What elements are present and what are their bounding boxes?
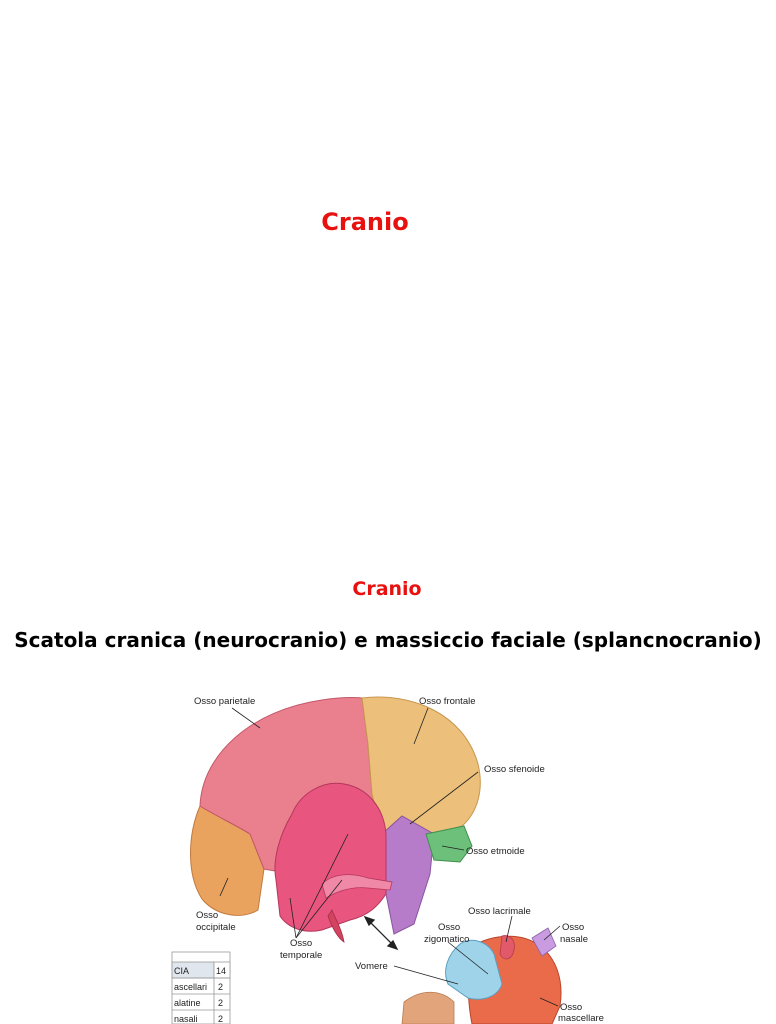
label-zygomatic-2: zigomatico: [424, 934, 470, 945]
label-maxillary-2: mascellare: [558, 1013, 604, 1024]
bone-count-table: [172, 952, 230, 1024]
label-frontal: Osso frontale: [419, 696, 476, 707]
section-subtitle: Scatola cranica (neurocranio) e massiccio faciale (splancnocranio): [14, 628, 762, 652]
table-row-3-count: 2: [218, 1014, 224, 1024]
label-occipital-2: occipitale: [196, 922, 236, 933]
label-ethmoid: Osso etmoide: [466, 846, 525, 857]
skull-diagram: [172, 684, 604, 1024]
label-occipital-1: Osso: [196, 910, 219, 921]
label-temporal-2: temporale: [280, 950, 323, 961]
table-row-2-name: alatine: [174, 998, 201, 1008]
table-row-1-count: 2: [218, 982, 224, 992]
label-temporal-1: Osso: [290, 938, 313, 949]
label-nasal-2: nasale: [560, 934, 588, 945]
label-vomer: Vomere: [355, 961, 388, 972]
label-sphenoid: Osso sfenoide: [484, 764, 545, 775]
label-lacrimal: Osso lacrimale: [468, 906, 531, 917]
skull-bones-illustration: [172, 684, 604, 1024]
vomer-bone: [402, 992, 454, 1024]
label-parietal: Osso parietale: [194, 696, 256, 707]
label-zygomatic-1: Osso: [438, 922, 461, 933]
label-nasal-1: Osso: [562, 922, 585, 933]
label-maxillary-1: Osso: [560, 1002, 583, 1013]
lacrimal-bone: [500, 936, 514, 959]
table-row-0-name: CIA: [174, 966, 190, 976]
section-title: Cranio: [352, 578, 422, 600]
table-row-1-name: ascellari: [174, 982, 208, 992]
table-row-2-count: 2: [218, 998, 224, 1008]
slide-title: Cranio: [321, 208, 409, 236]
table-row-3-name: nasali: [174, 1014, 198, 1024]
table-row-0-count: 14: [216, 966, 227, 976]
